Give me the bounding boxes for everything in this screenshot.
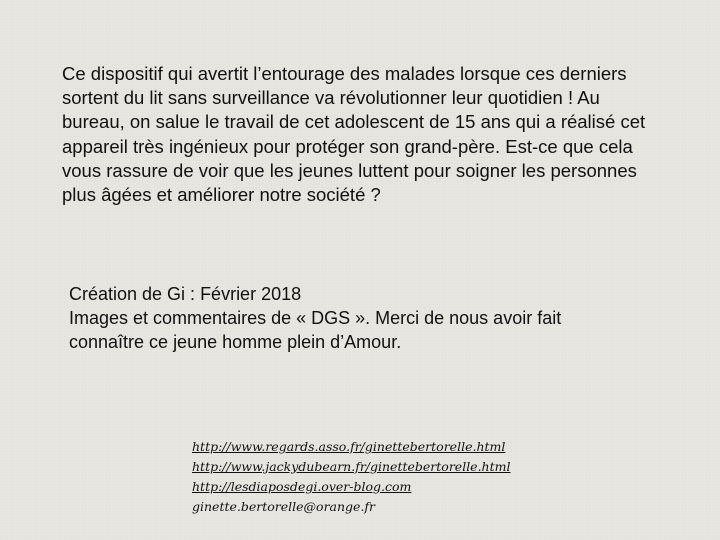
thanks-line: connaître ce jeune homme plein d’Amour. [69, 332, 402, 352]
credits-block [69, 282, 669, 354]
creation-credit: Création de Gi : Février 2018 [69, 284, 302, 304]
main-paragraph: Ce dispositif qui avertit l’entourage des malades lorsque ces derniers sortent du lit sans surveillance va révolutionner leur quotidien ! Au bureau, on salue le travail de cet adolescent de 15 ans qui a réalisé cet appareil très ingénieux pour protéger son grand-père. Est-ce que cela vous rassure de voir que les jeunes luttent pour soigner les personnes plus âgées et améliorer notre société ? [62, 63, 646, 206]
blog-link[interactable]: http://lesdiaposdegi.over-blog.com [192, 479, 412, 494]
images-credit: Images et commentaires de « DGS ». Merci de nous avoir fait [69, 308, 562, 328]
links-block [192, 437, 510, 517]
jackydubearn-link[interactable]: http://www.jackydubearn.fr/ginettebertorelle.html [192, 459, 511, 474]
regards-link[interactable]: http://www.regards.asso.fr/ginettebertorelle.html [192, 439, 506, 454]
email-address: ginette.bertorelle@orange.fr [192, 499, 376, 514]
